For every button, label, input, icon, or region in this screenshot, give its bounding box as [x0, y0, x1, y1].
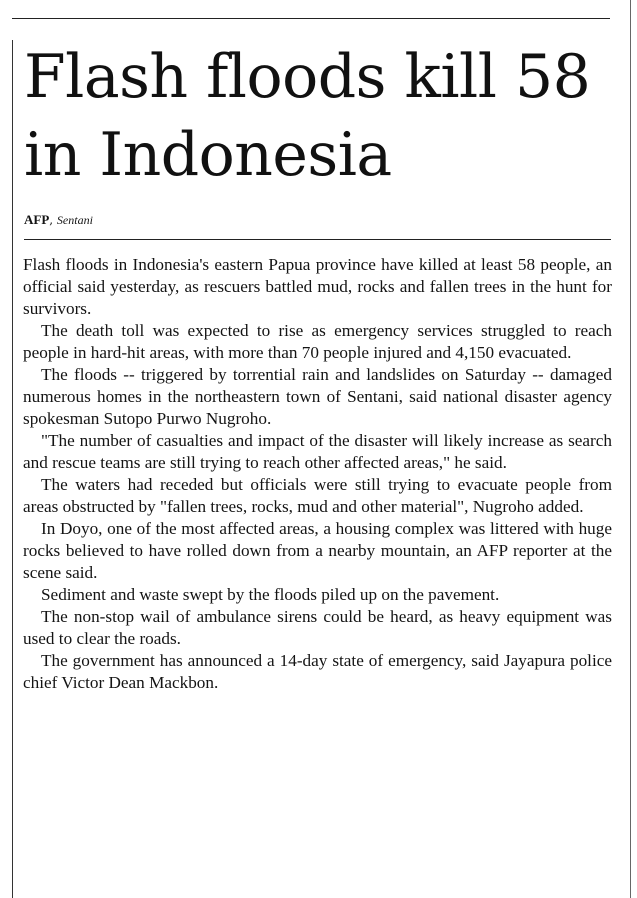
article-paragraph: The government has announced a 14-day state of emergency, said Jayapura police chief Victor Dean Mackbon.	[23, 651, 612, 692]
byline-agency: AFP	[24, 212, 50, 227]
article-paragraph: "The number of casualties and impact of the disaster will likely increase as search and rescue teams are still trying to reach other affected areas," he said.	[23, 431, 612, 472]
article-body	[23, 254, 612, 694]
article-paragraph: The non-stop wail of ambulance sirens could be heard, as heavy equipment was used to clear the roads.	[23, 607, 612, 648]
article-byline	[24, 212, 93, 228]
top-rule	[12, 18, 610, 19]
article-paragraph: The floods -- triggered by torrential rain and landslides on Saturday -- damaged numerous homes in the northeastern town of Sentani, said national disaster agency spokesman Sutopo Purwo Nugroho.	[23, 365, 612, 428]
article-paragraph: In Doyo, one of the most affected areas, a housing complex was littered with huge rocks believed to have rolled down from a nearby mountain, an AFP reporter at the scene said.	[23, 519, 612, 582]
article-paragraph: Sediment and waste swept by the floods piled up on the pavement.	[41, 585, 500, 604]
article-paragraph: The waters had receded but officials were still trying to evacuate people from areas obstructed by "fallen trees, rocks, mud and other material", Nugroho added.	[23, 475, 612, 516]
byline-separator: ,	[49, 213, 57, 227]
byline-divider	[24, 239, 611, 240]
column-left-rule	[12, 40, 13, 898]
byline-location: Sentani	[56, 213, 93, 227]
article-paragraph: The death toll was expected to rise as emergency services struggled to reach people in hard-hit areas, with more than 70 people injured and 4,150 evacuated.	[23, 321, 612, 362]
article-paragraph: Flash floods in Indonesia's eastern Papua province have killed at least 58 people, an official said yesterday, as rescuers battled mud, rocks and fallen trees in the hunt for survivors.	[23, 255, 612, 318]
article-headline: Flash floods kill 58 in Indonesia	[24, 42, 591, 190]
page-edge-rule	[630, 0, 631, 898]
